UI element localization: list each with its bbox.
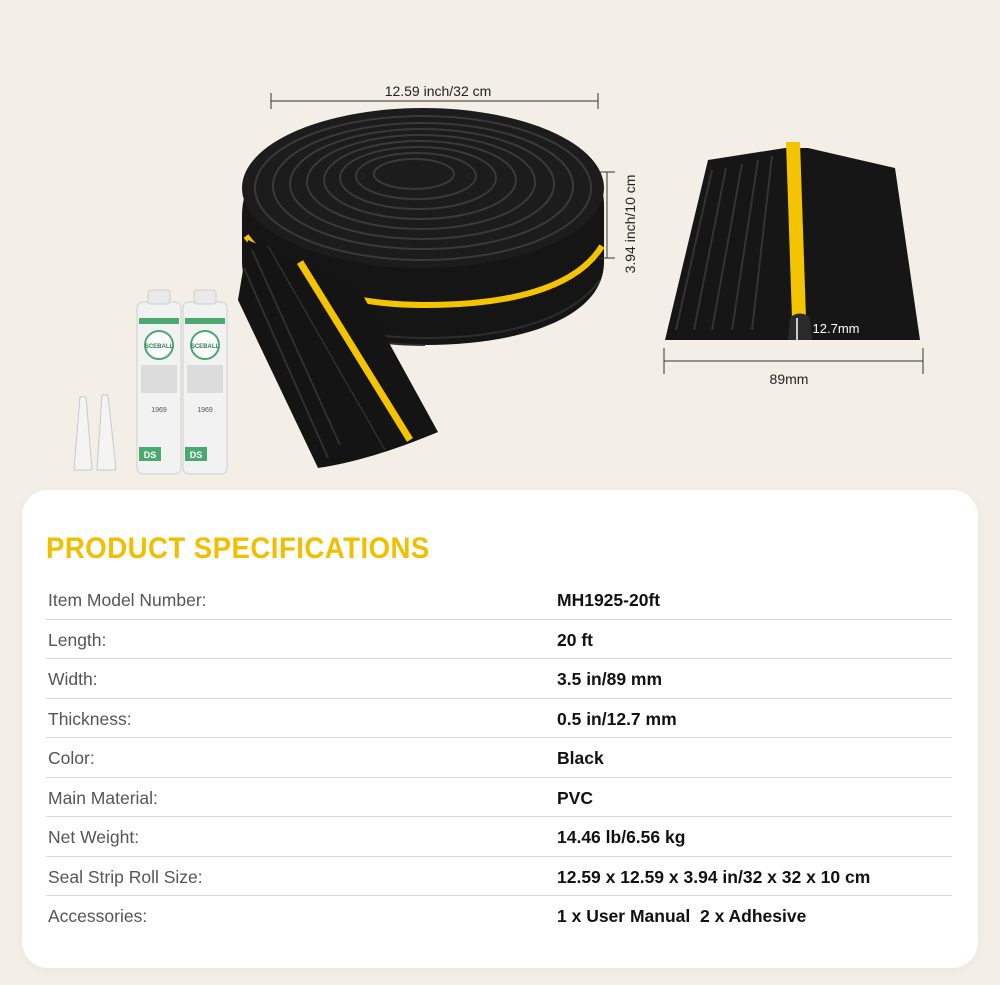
spec-value: 14.46 lb/6.56 kg (557, 827, 686, 847)
specifications-title: PRODUCT SPECIFICATIONS (46, 532, 430, 565)
tube-badge: DS (189, 450, 203, 460)
spec-label: Accessories: (48, 906, 148, 926)
spec-value: MH1925-20ft (557, 590, 661, 610)
spec-row-color (46, 738, 952, 778)
spec-label: Length: (48, 629, 107, 650)
spec-row-item-model-number (46, 580, 952, 620)
specifications-table (46, 580, 952, 935)
product-illustration (0, 0, 1000, 490)
profile-thickness-label: 12.7mm (812, 321, 860, 336)
spec-value: 1 x User Manual 2 x Adhesive (557, 906, 807, 926)
roll-height-dimension (599, 172, 638, 273)
spec-label: Thickness: (48, 708, 132, 729)
profile-width-dimension (664, 348, 923, 387)
roll-width-label: 12.59 inch/32 cm (384, 83, 492, 99)
spec-value: Black (557, 748, 604, 768)
spec-label: Item Model Number: (48, 590, 207, 610)
spec-value: 3.5 in/89 mm (557, 669, 663, 689)
roll-height-label: 3.94 inch/10 cm (622, 174, 638, 274)
seal-profile-image (665, 142, 920, 342)
spec-label: Net Weight: (48, 827, 140, 847)
spec-row-net-weight (46, 817, 952, 857)
tube-brand: SCEBALL (190, 344, 220, 350)
tube-badge: DS (143, 450, 157, 460)
spec-row-accessories (46, 896, 952, 935)
tube-brand: SCEBALL (144, 344, 174, 350)
seal-roll-image (238, 108, 604, 468)
spec-value: 20 ft (557, 629, 593, 650)
roll-width-dimension (271, 83, 598, 109)
profile-width-label: 89mm (769, 371, 809, 387)
spec-row-width (46, 659, 952, 699)
spec-row-main-material (46, 778, 952, 818)
tube-code: 1969 (151, 407, 167, 414)
spec-label: Main Material: (48, 787, 158, 808)
spec-value: PVC (557, 787, 593, 808)
spec-row-thickness (46, 699, 952, 739)
tube-code: 1969 (197, 407, 213, 414)
adhesive-tubes (74, 290, 227, 474)
spec-label: Width: (48, 669, 98, 689)
specifications-card (22, 490, 978, 968)
spec-value: 0.5 in/12.7 mm (557, 708, 677, 729)
spec-label: Color: (48, 748, 95, 768)
spec-row-length (46, 620, 952, 660)
spec-value: 12.59 x 12.59 x 3.94 in/32 x 32 x 10 cm (557, 866, 871, 887)
spec-row-roll-size (46, 857, 952, 897)
spec-label: Seal Strip Roll Size: (48, 866, 203, 887)
